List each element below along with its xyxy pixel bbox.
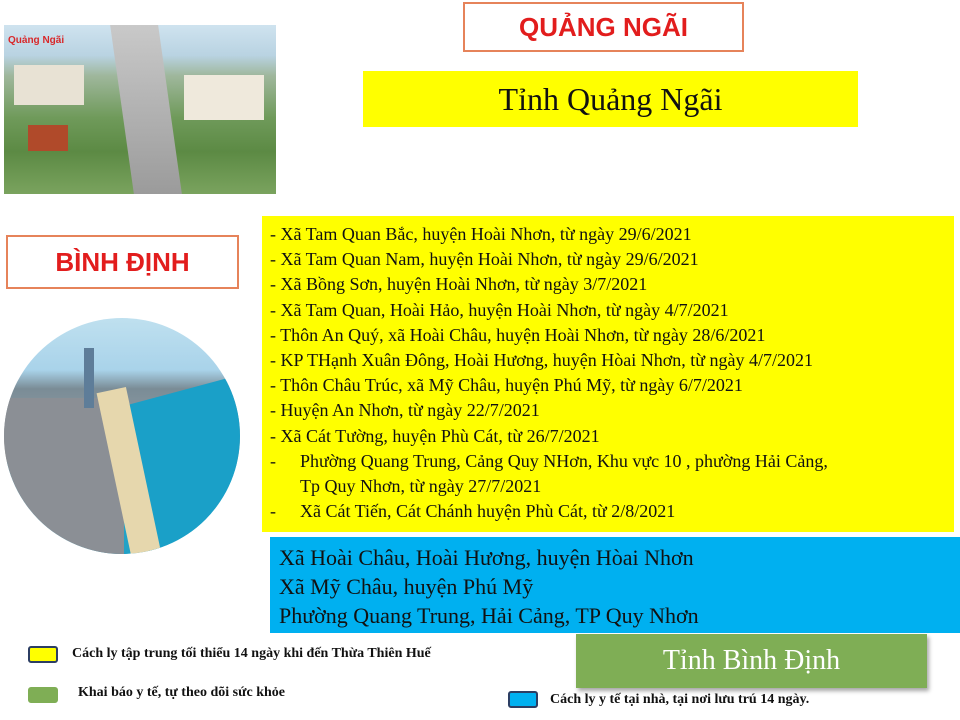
list-item: - Xã Tam Quan, Hoài Hảo, huyện Hoài Nhơn, từ ngày 4/7/2021	[270, 299, 729, 320]
list-item: - Thôn Châu Trúc, xã Mỹ Châu, huyện Phú Mỹ, từ ngày 6/7/2021	[270, 375, 743, 396]
binh-dinh-quarantine-list	[262, 216, 954, 532]
list-item-line: Xã Cát Tiến, Cát Chánh huyện Phù Cát, từ 2/8/2021	[300, 501, 676, 522]
binh-dinh-banner: Tỉnh Bình Định	[576, 634, 927, 688]
list-item: - KP THạnh Xuân Đông, Hoài Hương, huyện Hòai Nhơn, từ ngày 4/7/2021	[270, 350, 813, 371]
list-item	[270, 499, 946, 524]
list-item: Xã Hoài Châu, Hoài Hương, huyện Hòai Nhơn	[279, 545, 694, 570]
photo-road	[110, 25, 182, 194]
list-item-line: Phường Quang Trung, Cảng Quy NHơn, Khu vực 10 , phường Hải Cảng,	[300, 450, 828, 471]
list-item: - Thôn An Quý, xã Hoài Châu, huyện Hoài Nhơn, từ ngày 28/6/2021	[270, 324, 766, 345]
photo-logo: Quảng Ngãi	[8, 35, 65, 46]
binh-dinh-coast-photo	[4, 318, 240, 554]
photo-roof	[28, 125, 68, 151]
list-item	[270, 449, 946, 499]
list-item: Phường Quang Trung, Hải Cảng, TP Quy Nhơn	[279, 603, 699, 628]
legend-yellow-swatch	[28, 646, 58, 663]
photo-tower	[84, 348, 94, 408]
legend-blue-label: Cách ly y tế tại nhà, tại nơi lưu trú 14 ngày.	[550, 692, 810, 707]
list-item: - Xã Tam Quan Bắc, huyện Hoài Nhơn, từ ngày 29/6/2021	[270, 224, 692, 244]
photo-building	[14, 65, 84, 105]
binh-dinh-home-quarantine-list	[270, 537, 960, 633]
legend-green-swatch	[28, 687, 58, 703]
list-item: - Xã Tam Quan Nam, huyện Hoài Nhơn, từ ngày 29/6/2021	[270, 249, 699, 270]
list-item: Xã Mỹ Châu, huyện Phú Mỹ	[279, 574, 534, 599]
quang-ngai-title: QUẢNG NGÃI	[463, 2, 744, 52]
list-item: - Xã Bồng Sơn, huyện Hoài Nhơn, từ ngày 3/7/2021	[270, 274, 648, 295]
list-item: - Xã Cát Tường, huyện Phù Cát, từ 26/7/2021	[270, 425, 600, 446]
quang-ngai-banner: Tỉnh Quảng Ngãi	[363, 71, 858, 127]
legend-green-label: Khai báo y tế, tự theo dõi sức khỏe	[78, 685, 285, 700]
legend-blue-swatch	[508, 691, 538, 708]
binh-dinh-title: BÌNH ĐỊNH	[6, 235, 239, 289]
photo-building	[184, 75, 264, 120]
list-item-line: Tp Quy Nhơn, từ ngày 27/7/2021	[300, 476, 542, 497]
legend-yellow-label: Cách ly tập trung tối thiểu 14 ngày khi đến Thừa Thiên Huế	[72, 646, 431, 661]
list-dash: -	[270, 501, 276, 522]
quang-ngai-city-photo	[4, 25, 276, 194]
list-item: - Huyện An Nhơn, từ ngày 22/7/2021	[270, 400, 540, 421]
list-dash: -	[270, 450, 276, 471]
